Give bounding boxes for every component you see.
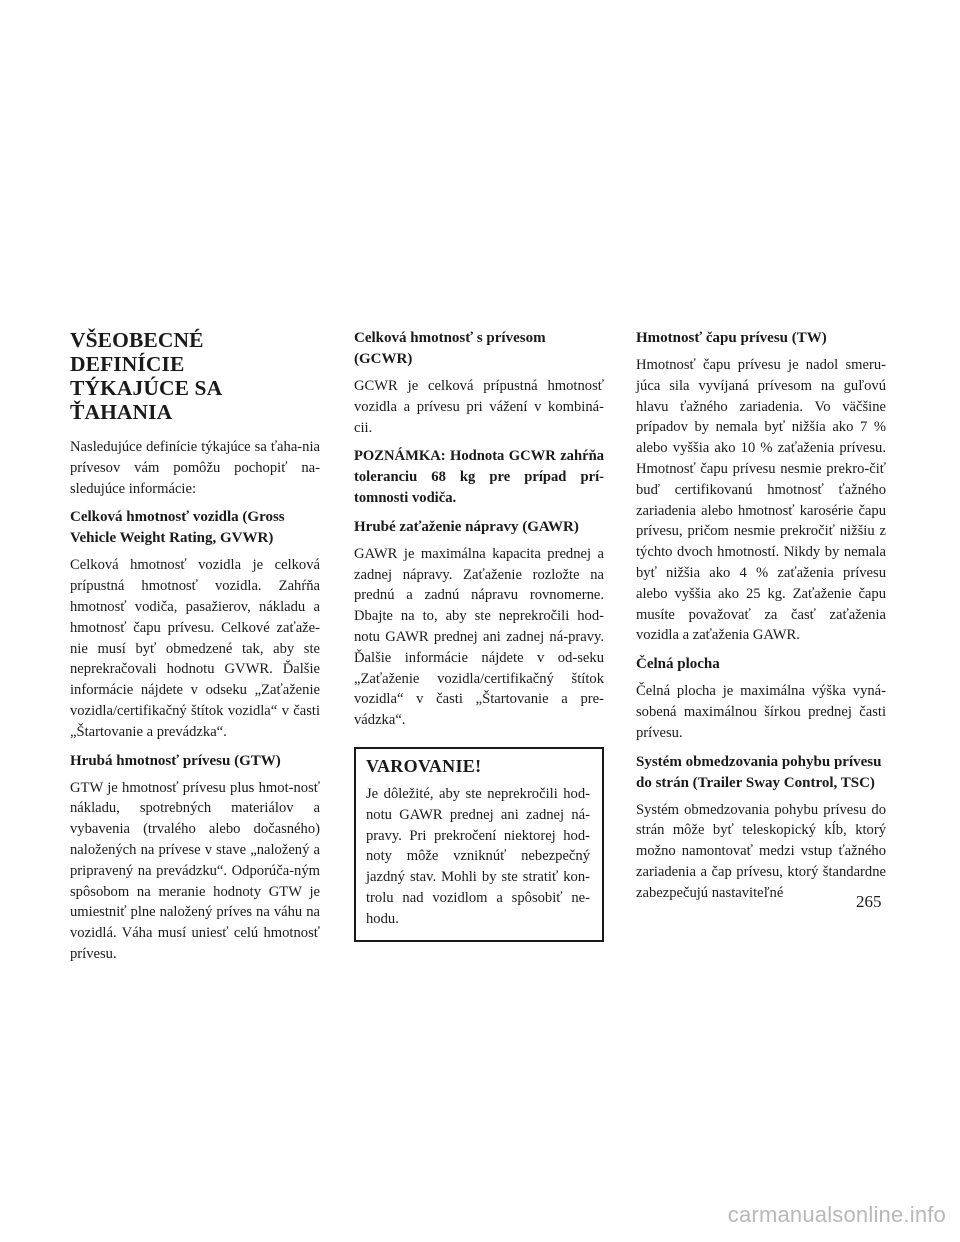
tsc-heading: Systém obmedzovania pohybu prívesu do strán (Trailer Sway Control, TSC) (636, 753, 882, 791)
tsc-paragraph: Systém obmedzovania pohybu prívesu do strán môže byť teleskopický kĺb, ktorý možno namontovať medzi vstup ťažného zariadenia a čap prívesu, ktorý štandardne zabezpečujú nastaviteľné (636, 801, 886, 901)
column-left (70, 328, 320, 973)
tw-heading: Hmotnosť čapu prívesu (TW) (636, 330, 827, 346)
section-heading (70, 328, 320, 424)
gawr-paragraph: GAWR je maximálna kapacita prednej a zadnej nápravy. Zaťaženie rozložte na prednú a zadnú nápravu rovnomerne. Dbajte na to, aby ste neprekročili hod-notu GAWR prednej ani zadnej ná-pravy. Ďalšie informácie nájdete v od-seku „Zaťaženie vozidla/certifikačný štítok vozidla“ v časti „Štartovanie a pre-vádzka“. (354, 545, 604, 729)
section-heading-line2: TÝKAJÚCE SA ŤAHANIA (70, 376, 222, 424)
gvwr-heading: Celková hmotnosť vozidla (Gross Vehicle Weight Rating, GVWR) (70, 509, 285, 547)
column-middle (354, 328, 604, 942)
tw-paragraph: Hmotnosť čapu prívesu je nadol smeru-júca sila vyvíjaná prívesom na guľovú hlavu ťažného zariadenia. Vo väčšine prípadov by nemala byť nižšia ako 7 % alebo vyššia ako 10 % zaťaženia prívesu. Hmotnosť čapu prívesu nesmie prekro-čiť buď certifikovanú hmotnosť ťažného zariadenia alebo hmotnosť karosérie čapu prívesu, pričom nesmie prekročiť nižšiu z týchto dvoch hmotností. Nikdy by nemala byť nižšia ako 4 % zaťaženia prívesu alebo vyššia ako 25 kg. Zaťaženie čapu musíte považovať za časť zaťaženia vozidla a zaťaženia GAWR. (636, 357, 886, 644)
frontal-area-paragraph: Čelná plocha je maximálna výška vyná-sobená maximálnou šírkou prednej časti prívesu. (636, 683, 886, 741)
gcwr-paragraph: GCWR je celková prípustná hmotnosť vozidla a prívesu pri vážení v kombiná-cii. (354, 378, 604, 436)
gtw-heading: Hrubá hmotnosť prívesu (GTW) (70, 752, 281, 769)
gawr-heading: Hrubé zaťaženie nápravy (GAWR) (354, 518, 579, 535)
gtw-paragraph: GTW je hmotnosť prívesu plus hmot-nosť nákladu, spotrebných materiálov a vybavenia (trvalého alebo dočasného) naložených na prívese v stave „naložený a pripravený na prevádzku“. Odporúča-ným spôsobom na meranie hodnoty GTW je umiestniť plne naložený príves na váhu na vozidlá. Váha musí uniesť celú hmotnosť prívesu. (70, 779, 320, 962)
warning-title: VAROVANIE! (366, 755, 482, 776)
gcwr-note: POZNÁMKA: Hodnota GCWR zahŕňa toleranciu 68 kg pre prípad prí-tomnosti vodiča. (354, 448, 604, 506)
gvwr-paragraph: Celková hmotnosť vozidla je celková prípustná hmotnosť vozidla. Zahŕňa hmotnosť vodiča, pasažierov, nákladu a hmotnosť čapu prívesu. Celkové zaťaže-nie musí byť obmedzené tak, aby ste neprekračovali hodnotu GVWR. Ďalšie informácie nájdete v odseku „Zaťaženie vozidla/certifikačný štítok vozidla“ v časti „Štartovanie a prevádzka“. (70, 557, 320, 740)
column-right (636, 328, 886, 912)
page-number: 265 (856, 892, 882, 911)
intro-paragraph: Nasledujúce definície týkajúce sa ťaha-nia prívesov vám pomôžu pochopiť na-sledujúce informácie: (70, 439, 320, 497)
watermark-link[interactable]: carmanualsonline.info (727, 1202, 946, 1227)
section-heading-line1: VŠEOBECNÉ DEFINÍCIE (70, 328, 204, 376)
warning-box (354, 747, 604, 942)
frontal-area-heading: Čelná plocha (636, 656, 720, 673)
gcwr-heading: Celková hmotnosť s prívesom (GCWR) (354, 330, 546, 367)
warning-text: Je dôležité, aby ste neprekročili hod-notu GAWR prednej ani zadnej ná-pravy. Pri prekročení niektorej hod-noty môže vzniknúť nebezpečný jazdný stav. Mohli by ste stratiť kon-trolu nad vozidlom a spôsobiť ne-hodu. (366, 785, 590, 927)
